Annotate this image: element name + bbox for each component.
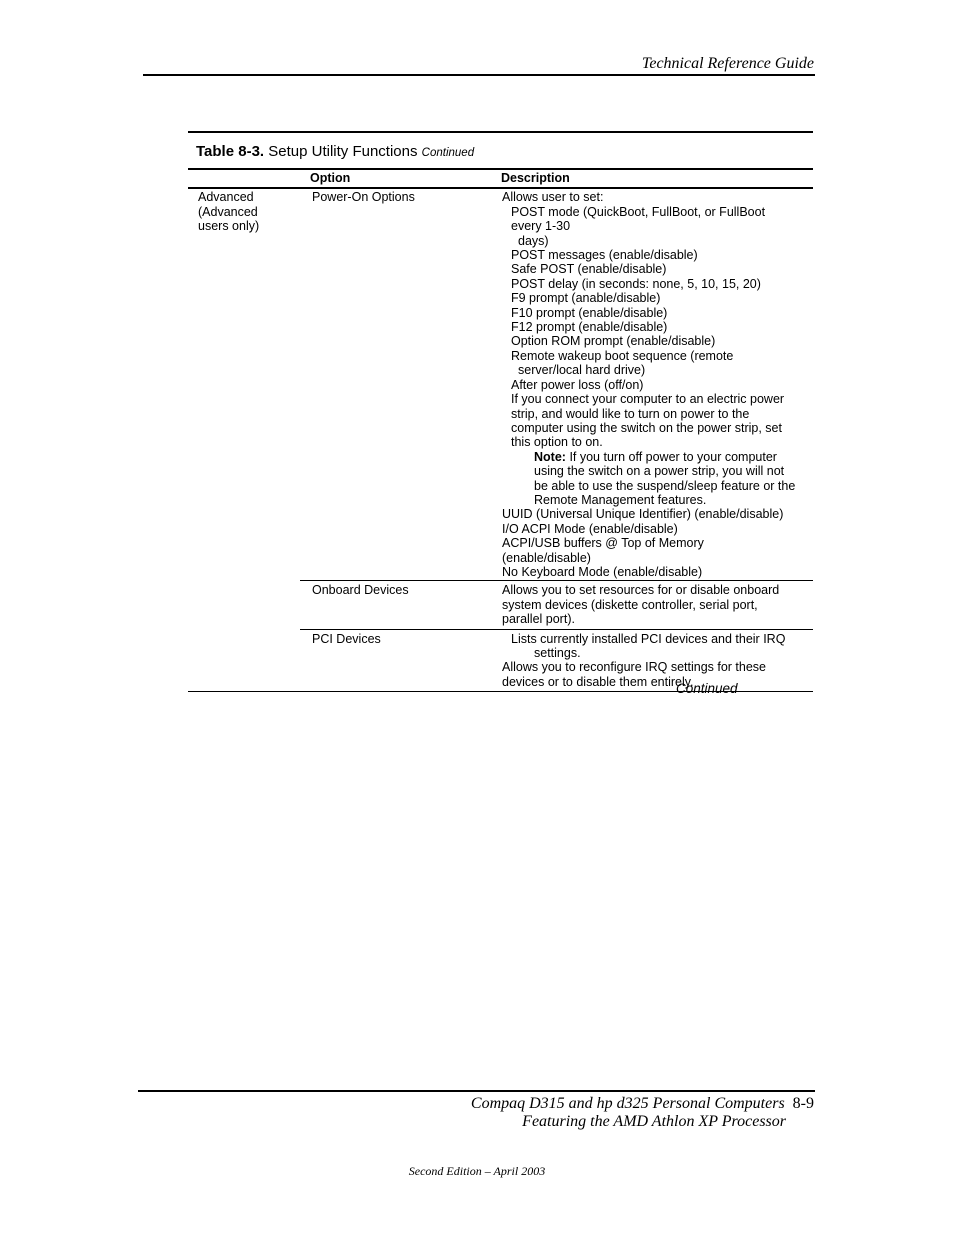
desc-line: Lists currently installed PCI devices and their IRQ [511, 631, 786, 646]
desc-line: After power loss (off/on) [511, 377, 644, 392]
desc-line: devices or to disable them entirely. [502, 674, 694, 689]
note-line [502, 450, 813, 464]
desc-line: (enable/disable) [502, 550, 591, 565]
category-line: Advanced [198, 190, 254, 205]
note-label: Note: [534, 449, 566, 464]
desc-line: system devices (diskette controller, serial port, [502, 597, 758, 612]
desc-line: days) [518, 233, 549, 248]
desc-line: No Keyboard Mode (enable/disable) [502, 564, 703, 579]
desc-line: F10 prompt (enable/disable) [511, 305, 668, 320]
page-number: 8-9 [792, 1095, 814, 1112]
desc-line: If you connect your computer to an electric power [511, 392, 785, 407]
desc-line: F9 prompt (anable/disable) [511, 291, 661, 306]
desc-line: POST messages (enable/disable) [511, 248, 698, 263]
header-rule [143, 74, 815, 76]
table-continued-footer: Continued [676, 681, 738, 696]
desc-line: computer using the switch on the power strip, set [511, 420, 782, 435]
desc-line: this option to on. [511, 435, 603, 450]
footer-subtitle: Featuring the AMD Athlon XP Processor [522, 1113, 786, 1130]
table-continued-tag: Continued [421, 147, 475, 159]
desc-line: I/O ACPI Mode (enable/disable) [502, 521, 678, 536]
table-row-onboard-devices [188, 581, 813, 628]
desc-line: Allows you to set resources for or disable onboard [502, 583, 780, 598]
table-label: Table 8-3. [196, 143, 265, 160]
header-cell-description: Description [501, 171, 570, 185]
category-cell-empty [188, 583, 300, 626]
desc-line: POST mode (QuickBoot, FullBoot, or FullBoot [511, 204, 766, 219]
note-line: using the switch on a power strip, you will not [534, 464, 785, 479]
desc-line: Allows you to reconfigure IRQ settings for these [502, 660, 767, 675]
setup-utility-table [188, 131, 813, 692]
category-cell-empty [188, 632, 300, 690]
desc-line: every 1-30 [511, 219, 571, 234]
category-line: users only) [198, 219, 260, 234]
category-cell [188, 190, 300, 579]
note-text: If you turn off power to your computer [569, 449, 777, 464]
header-cell-empty [188, 171, 300, 185]
note-line: be able to use the suspend/sleep feature or the [534, 478, 796, 493]
desc-line: UUID (Universal Unique Identifier) (enable/disable) [502, 507, 784, 522]
desc-line: strip, and would like to turn on power to the [511, 406, 750, 421]
description-cell-onboard-devices [501, 583, 813, 626]
footer-title [471, 1095, 814, 1113]
category-line: (Advanced [198, 204, 258, 219]
description-cell-pci-devices [501, 632, 813, 690]
header-cell-option: Option [310, 171, 351, 185]
note-line: Remote Management features. [534, 492, 707, 507]
desc-line: Safe POST (enable/disable) [511, 262, 667, 277]
option-cell-onboard-devices: Onboard Devices [312, 583, 409, 598]
desc-line: Option ROM prompt (enable/disable) [511, 334, 716, 349]
desc-line: Allows user to set: [502, 190, 604, 205]
table-title: Setup Utility Functions [268, 143, 418, 160]
table-caption [188, 133, 813, 168]
desc-line: parallel port). [502, 612, 575, 627]
running-header-title: Technical Reference Guide [641, 55, 814, 72]
edition-note: Second Edition – April 2003 [408, 1164, 546, 1178]
table-header-row [188, 170, 813, 187]
footer-product: Compaq D315 and hp d325 Personal Computers [470, 1095, 785, 1112]
description-cell-power-on [501, 190, 813, 579]
desc-line: F12 prompt (enable/disable) [511, 320, 668, 335]
footer-rule [138, 1090, 815, 1092]
desc-line: ACPI/USB buffers @ Top of Memory [502, 536, 704, 551]
desc-line: server/local hard drive) [518, 363, 646, 378]
table-row-power-on [188, 189, 813, 580]
desc-line: POST delay (in seconds: none, 5, 10, 15, 20) [511, 276, 761, 291]
desc-line: settings. [534, 646, 581, 660]
option-cell-power-on: Power-On Options [312, 190, 415, 205]
desc-line: Remote wakeup boot sequence (remote [511, 348, 734, 363]
option-cell-pci-devices: PCI Devices [312, 631, 381, 646]
